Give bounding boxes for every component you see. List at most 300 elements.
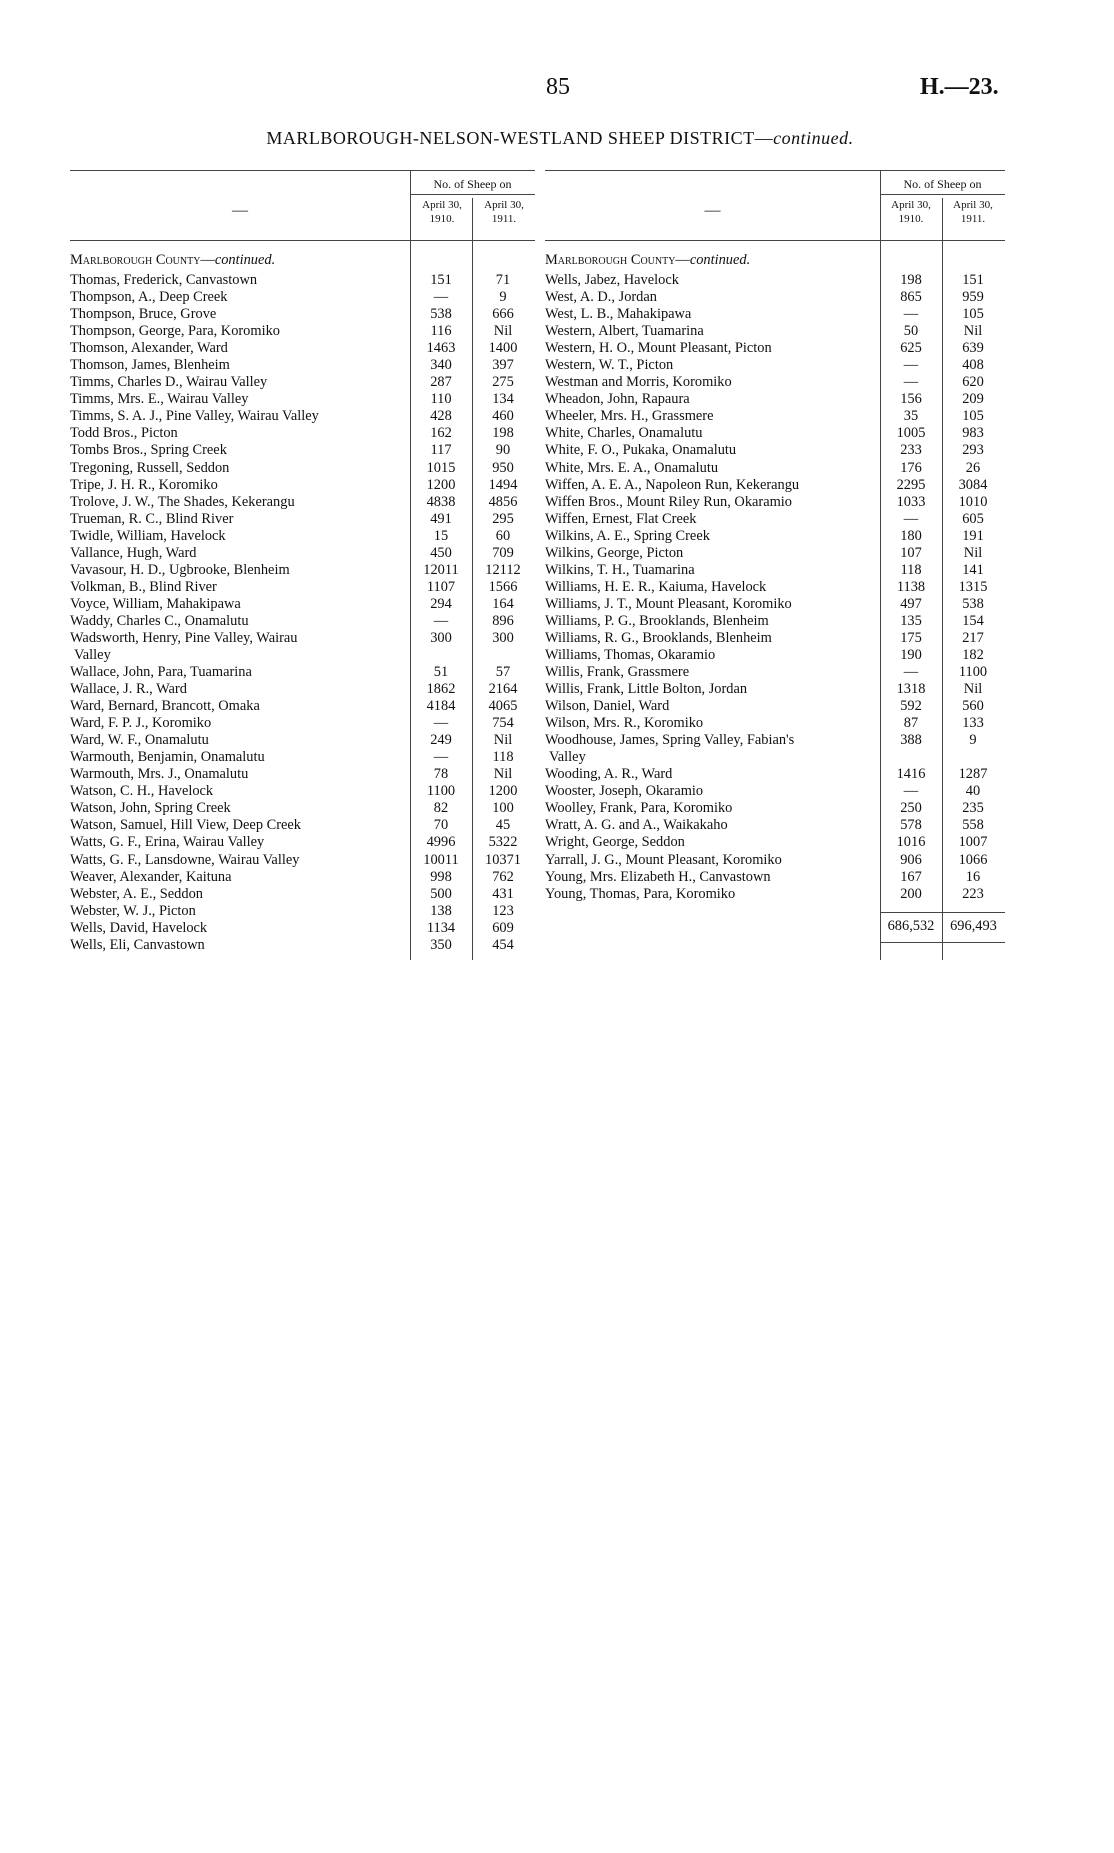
sheep-1910: — xyxy=(903,664,919,681)
table-row xyxy=(70,442,535,459)
sheep-1911: 454 xyxy=(492,936,514,953)
owner-name: Williams, R. G., Brooklands, Blenheim xyxy=(545,629,772,646)
sheep-1911: 9 xyxy=(969,732,977,749)
sheep-1910: 10011 xyxy=(423,851,459,868)
sheep-1911: 605 xyxy=(962,510,984,527)
sheep-1911: 983 xyxy=(962,425,984,442)
owner-name: Young, Thomas, Para, Koromiko xyxy=(545,885,736,902)
table-row xyxy=(70,460,535,477)
sheep-1911: 5322 xyxy=(488,834,518,851)
sheep-1910: 1016 xyxy=(896,834,926,851)
sheep-1910: 151 xyxy=(430,272,452,288)
sheep-1911: 558 xyxy=(962,817,984,834)
sheep-1910: 287 xyxy=(430,374,452,391)
owner-name: Wells, Jabez, Havelock xyxy=(545,272,679,288)
owner-name: Wheadon, John, Rapaura xyxy=(545,391,690,408)
table-row xyxy=(545,494,1005,511)
sheep-1911: 134 xyxy=(492,391,514,408)
table-row xyxy=(70,613,535,630)
table-row xyxy=(70,477,535,494)
table-row xyxy=(70,545,535,562)
table-row xyxy=(70,664,535,681)
owner-name: Wiffen, Ernest, Flat Creek xyxy=(545,510,697,527)
sheep-1911: 560 xyxy=(962,698,984,715)
table-row xyxy=(70,306,535,323)
page-title xyxy=(130,128,990,149)
col1-header: April 30, 1910. xyxy=(422,199,462,225)
owner-name: Ward, F. P. J., Koromiko xyxy=(70,715,212,732)
left-rows xyxy=(70,272,535,954)
sheep-1911: Nil xyxy=(493,766,513,783)
owner-name: Watts, G. F., Erina, Wairau Valley xyxy=(70,834,265,851)
table-row xyxy=(545,391,1005,408)
sheep-1910: 625 xyxy=(900,340,922,357)
owner-name: Trolove, J. W., The Shades, Kekerangu xyxy=(70,493,295,510)
table-row xyxy=(70,715,535,732)
owner-name: Tripe, J. H. R., Koromiko xyxy=(70,476,218,493)
table-row xyxy=(545,834,1005,851)
owner-name: Wright, George, Seddon xyxy=(545,834,685,851)
sheep-1910: 117 xyxy=(430,442,452,459)
owner-name: Willis, Frank, Little Bolton, Jordan xyxy=(545,681,748,698)
table-row xyxy=(545,715,1005,732)
left-table-header xyxy=(70,170,535,240)
owner-name: Webster, A. E., Seddon xyxy=(70,885,203,902)
table-row xyxy=(545,630,1005,647)
sheep-1910: 538 xyxy=(430,306,452,323)
sheep-1910: 110 xyxy=(430,391,452,408)
table-row xyxy=(545,613,1005,630)
sheep-1911: 40 xyxy=(965,783,981,800)
sheep-1910: — xyxy=(903,783,919,800)
sheep-1911: 666 xyxy=(492,306,514,323)
sheep-1910: 1015 xyxy=(426,459,456,476)
sheep-1910: 175 xyxy=(900,629,922,646)
sheep-1911: 57 xyxy=(495,663,511,680)
sheep-1911: 154 xyxy=(962,612,984,629)
name-col-header: — xyxy=(232,202,248,219)
table-row xyxy=(545,340,1005,357)
table-row xyxy=(545,800,1005,817)
owner-name: Weaver, Alexander, Kaituna xyxy=(70,868,232,885)
owner-name: Thompson, Bruce, Grove xyxy=(70,306,217,323)
sheep-1911: 460 xyxy=(492,408,514,425)
owner-name: Thomson, James, Blenheim xyxy=(70,357,230,374)
owner-name: Wheeler, Mrs. H., Grassmere xyxy=(545,408,714,425)
sheep-1910: — xyxy=(903,306,919,323)
title-italic: continued. xyxy=(773,128,854,148)
table-row xyxy=(545,596,1005,613)
page-number: 85 xyxy=(546,74,570,100)
sheep-1911: 118 xyxy=(492,749,514,766)
sheep-1910: — xyxy=(903,510,919,527)
sheep-1910: 1107 xyxy=(426,578,456,595)
owner-name: Yarrall, J. G., Mount Pleasant, Koromiko xyxy=(545,851,782,868)
sheep-1911: 609 xyxy=(492,919,514,936)
table-row xyxy=(545,425,1005,442)
sheep-1911: 1010 xyxy=(958,493,988,510)
owner-name: Wadsworth, Henry, Pine Valley, Wairau xyxy=(70,629,298,646)
sheep-1911: 123 xyxy=(492,902,514,919)
table-row xyxy=(70,630,535,664)
sheep-1911: 164 xyxy=(492,595,514,612)
table-row xyxy=(70,562,535,579)
owner-name: Wiffen Bros., Mount Riley Run, Okaramio xyxy=(545,493,792,510)
sheep-1911: 538 xyxy=(962,595,984,612)
table-row xyxy=(545,664,1005,681)
owner-name: Tregoning, Russell, Seddon xyxy=(70,459,230,476)
total-1910: 686,532 xyxy=(887,918,935,934)
sheep-1910: 250 xyxy=(900,800,922,817)
sheep-1910: 4838 xyxy=(426,493,456,510)
sheep-1910: 198 xyxy=(900,272,922,288)
table-row xyxy=(70,698,535,715)
owner-name: Wilkins, George, Picton xyxy=(545,544,684,561)
sheep-1911: 620 xyxy=(962,374,984,391)
owner-name: Trueman, R. C., Blind River xyxy=(70,510,234,527)
owner-name: Watson, John, Spring Creek xyxy=(70,800,231,817)
col2-header: April 30, 1911. xyxy=(953,199,993,225)
sheep-1911: 12112 xyxy=(485,561,521,578)
table-row xyxy=(545,272,1005,289)
sheep-1910: 50 xyxy=(903,323,919,340)
table-row xyxy=(70,579,535,596)
sheep-1911: 896 xyxy=(492,612,514,629)
sheep-1910: 294 xyxy=(430,595,452,612)
sheep-1911: Nil xyxy=(493,732,513,749)
table-row xyxy=(70,732,535,749)
owner-name: Thompson, A., Deep Creek xyxy=(70,289,228,306)
sheep-1910: 1100 xyxy=(426,783,456,800)
owner-name: Wooding, A. R., Ward xyxy=(545,766,673,783)
col1-header: April 30, 1910. xyxy=(891,199,931,225)
table-row xyxy=(70,783,535,800)
sheep-1910: 1463 xyxy=(426,340,456,357)
sheep-1910: — xyxy=(433,289,449,306)
sheep-1911: Nil xyxy=(493,323,513,340)
sheep-1911: 45 xyxy=(495,817,511,834)
sheep-1910: 340 xyxy=(430,357,452,374)
owner-name: Woodhouse, James, Spring Valley, Fabian's xyxy=(545,732,795,749)
sheep-1911: 300 xyxy=(492,629,514,646)
owner-name-continued: Valley xyxy=(549,749,586,766)
table-row xyxy=(545,357,1005,374)
total-1911: 696,493 xyxy=(950,918,997,934)
sheep-1910: 1416 xyxy=(896,766,926,783)
sheep-1911: 293 xyxy=(962,442,984,459)
sheep-1911: 1200 xyxy=(488,783,518,800)
owner-name: Woolley, Frank, Para, Koromiko xyxy=(545,800,733,817)
owner-name: Todd Bros., Picton xyxy=(70,425,178,442)
owner-name: White, Mrs. E. A., Onamalutu xyxy=(545,459,719,476)
table-row xyxy=(545,442,1005,459)
owner-name: Warmouth, Mrs. J., Onamalutu xyxy=(70,766,249,783)
sheep-1910: 190 xyxy=(900,647,922,664)
sheep-1911: 217 xyxy=(962,629,984,646)
sheep-1911: 105 xyxy=(962,306,984,323)
table-row xyxy=(545,460,1005,477)
table-row xyxy=(70,391,535,408)
sheep-1910: 906 xyxy=(900,851,922,868)
sheep-1911: 639 xyxy=(962,340,984,357)
sheep-1910: 300 xyxy=(430,629,452,646)
owner-name: Timms, S. A. J., Pine Valley, Wairau Valley xyxy=(70,408,319,425)
sheep-1910: 865 xyxy=(900,289,922,306)
sheep-1910: 15 xyxy=(433,527,449,544)
sheep-1911: 60 xyxy=(495,527,511,544)
sheep-1910: 350 xyxy=(430,936,452,953)
table-row xyxy=(545,647,1005,664)
owner-name: White, F. O., Pukaka, Onamalutu xyxy=(545,442,737,459)
sheep-1911: 16 xyxy=(965,868,981,885)
table-row xyxy=(545,289,1005,306)
table-row xyxy=(70,920,535,937)
table-row xyxy=(545,886,1005,903)
owner-name: Western, H. O., Mount Pleasant, Picton xyxy=(545,340,772,357)
sheep-1910: 249 xyxy=(430,732,452,749)
sheep-1911: 1100 xyxy=(958,664,988,681)
owner-name: Williams, H. E. R., Kaiuma, Havelock xyxy=(545,578,767,595)
sheep-1910: 1005 xyxy=(896,425,926,442)
sheep-1910: 167 xyxy=(900,868,922,885)
sheep-1911: 151 xyxy=(962,272,984,288)
table-row xyxy=(545,681,1005,698)
right-rows xyxy=(545,272,1005,903)
sheep-1911: 431 xyxy=(492,885,514,902)
sheep-1911: 275 xyxy=(492,374,514,391)
owner-name: Vallance, Hugh, Ward xyxy=(70,544,197,561)
owner-name: Wells, David, Havelock xyxy=(70,919,208,936)
right-table xyxy=(545,170,1005,970)
sheep-1911: 198 xyxy=(492,425,514,442)
sheep-1910: 135 xyxy=(900,612,922,629)
sheep-1911: 295 xyxy=(492,510,514,527)
owner-name: Wallace, John, Para, Tuamarina xyxy=(70,663,252,680)
owner-name: West, A. D., Jordan xyxy=(545,289,657,306)
sheep-1910: 118 xyxy=(900,561,922,578)
owner-name: Voyce, William, Mahakipawa xyxy=(70,595,241,612)
owner-name: Twidle, William, Havelock xyxy=(70,527,226,544)
sheep-1910: 450 xyxy=(430,544,452,561)
table-row xyxy=(70,886,535,903)
sheep-1911: 182 xyxy=(962,647,984,664)
sheep-1911: 2164 xyxy=(488,681,518,698)
table-row xyxy=(70,323,535,340)
owner-name: Waddy, Charles C., Onamalutu xyxy=(70,612,249,629)
sheep-1910: — xyxy=(903,357,919,374)
owner-name: Thompson, George, Para, Koromiko xyxy=(70,323,280,340)
owner-name: Ward, W. F., Onamalutu xyxy=(70,732,209,749)
table-row xyxy=(70,340,535,357)
table-row xyxy=(545,869,1005,886)
table-row xyxy=(545,545,1005,562)
owner-name: Thomson, Alexander, Ward xyxy=(70,340,228,357)
table-row xyxy=(545,323,1005,340)
sheep-1911: 1494 xyxy=(488,476,518,493)
sheep-1910: — xyxy=(433,612,449,629)
sheep-1911: 709 xyxy=(492,544,514,561)
owner-name: Wooster, Joseph, Okaramio xyxy=(545,783,704,800)
owner-name: Wiffen, A. E. A., Napoleon Run, Kekerangu xyxy=(545,476,800,493)
sheep-1910: 116 xyxy=(430,323,452,340)
table-row xyxy=(70,511,535,528)
table-row xyxy=(70,374,535,391)
sheep-1911: Nil xyxy=(963,544,983,561)
sheep-1911: 209 xyxy=(962,391,984,408)
table-row xyxy=(545,698,1005,715)
table-row xyxy=(70,903,535,920)
sheep-1910: 491 xyxy=(430,510,452,527)
col2-header: April 30, 1911. xyxy=(484,199,524,225)
group-header: No. of Sheep on xyxy=(880,174,1005,195)
owner-name: Wallace, J. R., Ward xyxy=(70,681,187,698)
title-main: MARLBOROUGH-NELSON-WESTLAND SHEEP DISTRICT— xyxy=(266,128,774,148)
sheep-1911: 959 xyxy=(962,289,984,306)
owner-name: Wilson, Mrs. R., Koromiko xyxy=(545,715,704,732)
owner-name: White, Charles, Onamalutu xyxy=(545,425,703,442)
sheep-1910: 138 xyxy=(430,902,452,919)
sheep-1911: 4856 xyxy=(488,493,518,510)
sheep-1911: 90 xyxy=(495,442,511,459)
owner-name: Willis, Frank, Grassmere xyxy=(545,664,690,681)
sheep-1911: 1315 xyxy=(958,578,988,595)
sheep-1911: 100 xyxy=(492,800,514,817)
owner-name: Watson, Samuel, Hill View, Deep Creek xyxy=(70,817,301,834)
owner-name: Wilkins, T. H., Tuamarina xyxy=(545,561,695,578)
table-row xyxy=(70,681,535,698)
sheep-1911: Nil xyxy=(963,681,983,698)
owner-name: Williams, Thomas, Okaramio xyxy=(545,647,716,664)
owner-name: Wilson, Daniel, Ward xyxy=(545,698,670,715)
owner-name: Ward, Bernard, Brancott, Omaka xyxy=(70,698,260,715)
owner-name: Vavasour, H. D., Ugbrooke, Blenheim xyxy=(70,561,290,578)
table-row xyxy=(70,800,535,817)
sheep-1910: 12011 xyxy=(423,561,459,578)
sheep-1911: 754 xyxy=(492,715,514,732)
right-table-header xyxy=(545,170,1005,240)
sheep-1910: 428 xyxy=(430,408,452,425)
sheep-1911: 762 xyxy=(492,868,514,885)
sheep-1910: 78 xyxy=(433,766,449,783)
sheep-1910: 388 xyxy=(900,732,922,749)
owner-name: Williams, J. T., Mount Pleasant, Koromiko xyxy=(545,595,792,612)
sheep-1910: 162 xyxy=(430,425,452,442)
sheep-1910: 1318 xyxy=(896,681,926,698)
sheep-1910: — xyxy=(433,715,449,732)
page-reference: H.—23. xyxy=(920,74,999,100)
sheep-1910: 51 xyxy=(433,663,449,680)
table-row xyxy=(70,272,535,289)
sheep-1910: 1033 xyxy=(896,493,926,510)
table-row xyxy=(545,732,1005,766)
sheep-1910: 2295 xyxy=(896,476,926,493)
sheep-1911: 26 xyxy=(965,459,981,476)
sheep-1910: — xyxy=(433,749,449,766)
table-row xyxy=(545,306,1005,323)
table-row xyxy=(545,528,1005,545)
owner-name: Wilkins, A. E., Spring Creek xyxy=(545,527,710,544)
table-row xyxy=(70,289,535,306)
sheep-1910: 35 xyxy=(903,408,919,425)
table-row xyxy=(545,511,1005,528)
sheep-1910: 1200 xyxy=(426,476,456,493)
sheep-1910: 1134 xyxy=(426,919,456,936)
table-row xyxy=(70,766,535,783)
name-col-header: — xyxy=(704,202,721,219)
owner-name: Thomas, Frederick, Canvastown xyxy=(70,272,258,288)
sheep-1911: Nil xyxy=(963,323,983,340)
sheep-1911: 397 xyxy=(492,357,514,374)
sheep-1910: 1138 xyxy=(896,578,926,595)
sheep-1911: 4065 xyxy=(488,698,518,715)
county-heading: Marlborough County—continued. xyxy=(70,252,276,268)
table-row xyxy=(70,596,535,613)
sheep-1910: 497 xyxy=(900,595,922,612)
sheep-1910: 592 xyxy=(900,698,922,715)
sheep-1911: 1007 xyxy=(958,834,988,851)
sheep-1911: 191 xyxy=(962,527,984,544)
sheep-1910: 4996 xyxy=(426,834,456,851)
owner-name: Watson, C. H., Havelock xyxy=(70,783,214,800)
owner-name: Timms, Mrs. E., Wairau Valley xyxy=(70,391,249,408)
sheep-1911: 133 xyxy=(962,715,984,732)
table-row xyxy=(70,408,535,425)
table-row xyxy=(545,477,1005,494)
owner-name: West, L. B., Mahakipawa xyxy=(545,306,692,323)
table-row xyxy=(545,579,1005,596)
owner-name: Wells, Eli, Canvastown xyxy=(70,936,205,953)
table-row xyxy=(70,834,535,851)
owner-name: Volkman, B., Blind River xyxy=(70,578,217,595)
sheep-1910: 156 xyxy=(900,391,922,408)
table-row xyxy=(70,817,535,834)
sheep-1910: 1862 xyxy=(426,681,456,698)
table-row xyxy=(545,562,1005,579)
owner-name: Warmouth, Benjamin, Onamalutu xyxy=(70,749,265,766)
sheep-1910: 82 xyxy=(433,800,449,817)
owner-name: Webster, W. J., Picton xyxy=(70,902,196,919)
sheep-1911: 10371 xyxy=(485,851,521,868)
sheep-1911: 408 xyxy=(962,357,984,374)
table-row xyxy=(70,869,535,886)
table-row xyxy=(70,852,535,869)
owner-name: Wratt, A. G. and A., Waikakaho xyxy=(545,817,728,834)
sheep-1910: 180 xyxy=(900,527,922,544)
sheep-1911: 950 xyxy=(492,459,514,476)
table-row xyxy=(70,528,535,545)
sheep-1911: 1287 xyxy=(958,766,988,783)
sheep-1910: 200 xyxy=(900,885,922,902)
sheep-1911: 223 xyxy=(962,885,984,902)
sheep-1910: — xyxy=(903,374,919,391)
county-heading: Marlborough County—continued. xyxy=(545,252,751,268)
owner-name-continued: Valley xyxy=(74,646,111,663)
table-row xyxy=(70,937,535,954)
owner-name: Western, Albert, Tuamarina xyxy=(545,323,704,340)
left-table xyxy=(70,170,535,970)
table-row xyxy=(70,749,535,766)
sheep-1911: 9 xyxy=(499,289,507,306)
owner-name: Young, Mrs. Elizabeth H., Canvastown xyxy=(545,868,771,885)
owner-name: Watts, G. F., Lansdowne, Wairau Valley xyxy=(70,851,300,868)
owner-name: Tombs Bros., Spring Creek xyxy=(70,442,227,459)
owner-name: Williams, P. G., Brooklands, Blenheim xyxy=(545,612,769,629)
table-row xyxy=(545,852,1005,869)
owner-name: Westman and Morris, Koromiko xyxy=(545,374,732,391)
sheep-1910: 87 xyxy=(903,715,919,732)
sheep-1911: 3084 xyxy=(958,476,988,493)
table-row xyxy=(70,425,535,442)
